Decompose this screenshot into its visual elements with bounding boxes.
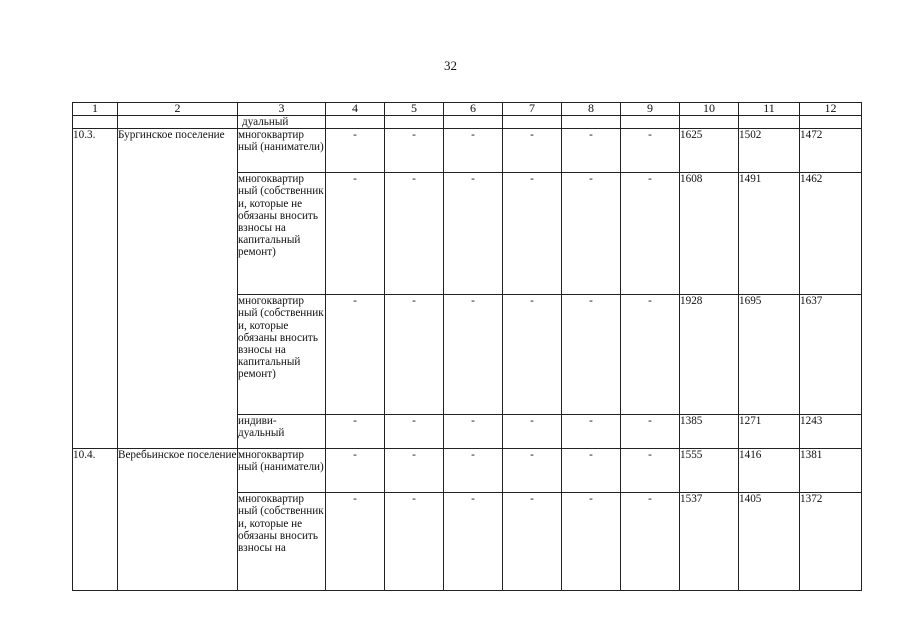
value-cell-11: 1502 (739, 129, 800, 173)
housing-type: многоквартир ный (собственник и, которые не обязаны вносить взносы на капитальный ремонт) (238, 173, 326, 295)
table-row (73, 129, 862, 173)
empty-value-dash: - (621, 493, 680, 591)
value-cell-10: 1537 (680, 493, 739, 591)
value-cell-12: 1243 (800, 415, 862, 449)
value-cell-10: 1625 (680, 129, 739, 173)
empty-value-dash: - (621, 129, 680, 173)
continuation-text: дуальный (238, 116, 326, 129)
value-cell-12: 1462 (800, 173, 862, 295)
value-cell-10: 1928 (680, 295, 739, 415)
column-header: 11 (739, 103, 800, 116)
column-header: 2 (118, 103, 238, 116)
empty-value-dash: - (326, 295, 385, 415)
value-cell-12: 1381 (800, 449, 862, 493)
empty-value-dash: - (503, 415, 562, 449)
empty-value-dash: - (326, 415, 385, 449)
empty-value-dash: - (503, 295, 562, 415)
column-header: 3 (238, 103, 326, 116)
settlement-number: 10.3. (73, 129, 118, 449)
empty-value-dash: - (385, 295, 444, 415)
value-cell-11: 1695 (739, 295, 800, 415)
empty-value-dash: - (562, 415, 621, 449)
empty-value-dash: - (503, 449, 562, 493)
settlement-name: Бургинское поселение (118, 129, 238, 449)
empty-value-dash: - (621, 449, 680, 493)
empty-value-dash: - (444, 173, 503, 295)
empty-value-dash: - (562, 129, 621, 173)
empty-value-dash: - (621, 295, 680, 415)
empty-value-dash: - (503, 173, 562, 295)
value-cell-10: 1608 (680, 173, 739, 295)
empty-value-dash: - (444, 415, 503, 449)
table-row (73, 449, 862, 493)
empty-value-dash: - (621, 415, 680, 449)
column-header: 9 (621, 103, 680, 116)
column-header: 4 (326, 103, 385, 116)
column-header: 5 (385, 103, 444, 116)
empty-value-dash: - (444, 493, 503, 591)
empty-value-dash: - (326, 493, 385, 591)
empty-value-dash: - (621, 173, 680, 295)
empty-value-dash: - (562, 449, 621, 493)
column-header: 10 (680, 103, 739, 116)
empty-value-dash: - (444, 129, 503, 173)
value-cell-11: 1271 (739, 415, 800, 449)
empty-value-dash: - (562, 493, 621, 591)
tariff-table (72, 102, 862, 591)
housing-type: многоквартир ный (наниматели) (238, 129, 326, 173)
empty-value-dash: - (562, 173, 621, 295)
column-header: 7 (503, 103, 562, 116)
empty-value-dash: - (444, 449, 503, 493)
value-cell-10: 1385 (680, 415, 739, 449)
header-row (73, 103, 862, 116)
empty-value-dash: - (444, 295, 503, 415)
empty-value-dash: - (385, 173, 444, 295)
housing-type: индиви- дуальный (238, 415, 326, 449)
value-cell-12: 1637 (800, 295, 862, 415)
column-header: 8 (562, 103, 621, 116)
empty-value-dash: - (385, 493, 444, 591)
housing-type: многоквартир ный (собственник и, которые не обязаны вносить взносы на (238, 493, 326, 591)
value-cell-10: 1555 (680, 449, 739, 493)
empty-value-dash: - (326, 449, 385, 493)
settlement-number: 10.4. (73, 449, 118, 591)
value-cell-11: 1491 (739, 173, 800, 295)
empty-value-dash: - (385, 415, 444, 449)
table-body (73, 103, 862, 591)
empty-value-dash: - (326, 129, 385, 173)
value-cell-12: 1472 (800, 129, 862, 173)
column-header: 6 (444, 103, 503, 116)
column-header: 12 (800, 103, 862, 116)
value-cell-12: 1372 (800, 493, 862, 591)
empty-value-dash: - (503, 129, 562, 173)
empty-value-dash: - (503, 493, 562, 591)
value-cell-11: 1405 (739, 493, 800, 591)
empty-value-dash: - (385, 449, 444, 493)
empty-value-dash: - (326, 173, 385, 295)
continuation-row (73, 116, 862, 129)
page-number: 32 (444, 58, 457, 73)
settlement-name: Веребьинское поселение (118, 449, 238, 591)
value-cell-11: 1416 (739, 449, 800, 493)
housing-type: многоквартир ный (собственник и, которые обязаны вносить взносы на капитальный ремонт) (238, 295, 326, 415)
column-header: 1 (73, 103, 118, 116)
empty-value-dash: - (385, 129, 444, 173)
empty-value-dash: - (562, 295, 621, 415)
housing-type: многоквартир ный (наниматели) (238, 449, 326, 493)
